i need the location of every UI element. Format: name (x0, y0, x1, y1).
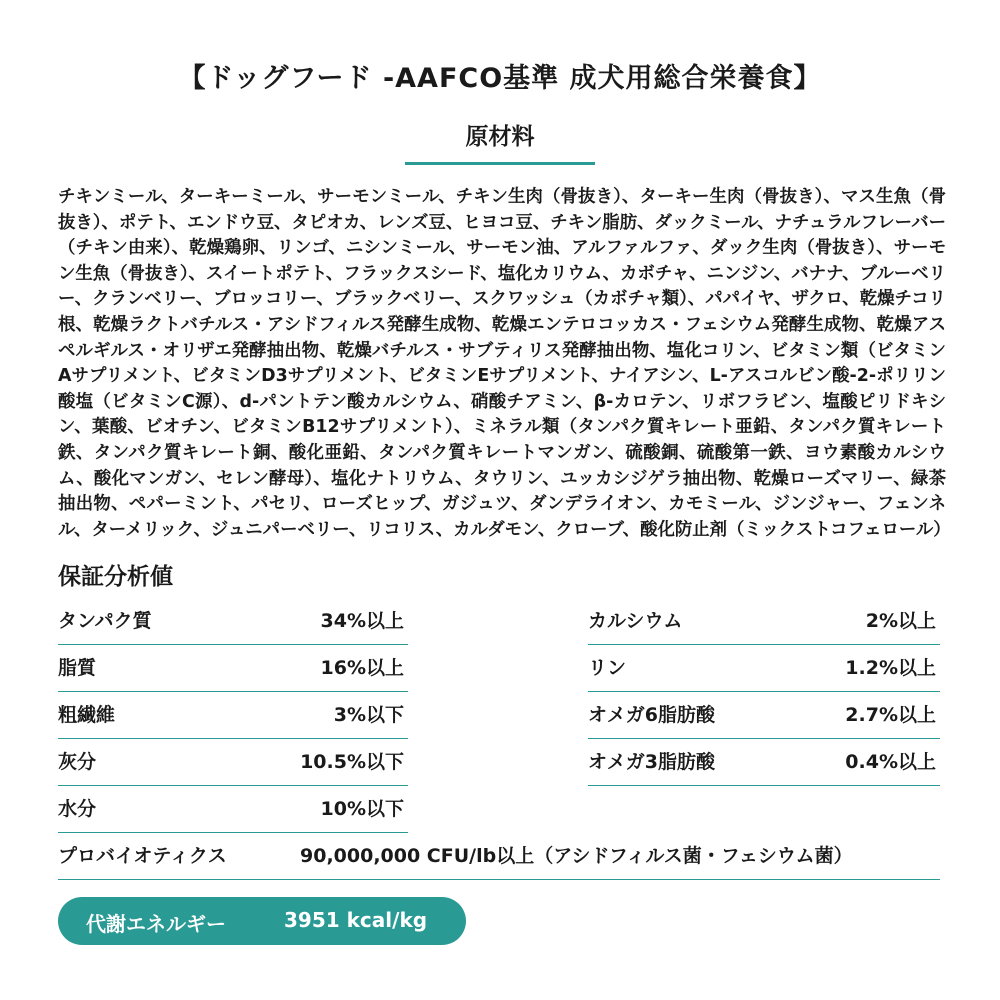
analysis-value: 10%以下 (320, 798, 404, 820)
analysis-row-protein (58, 598, 408, 645)
analysis-row-moisture (58, 786, 408, 833)
analysis-value: 0.4%以上 (845, 751, 936, 773)
ingredients-text: チキンミール、ターキーミール、サーモンミール、チキン生肉（骨抜き）、ターキー生肉（骨抜き）、マス生魚（骨抜き）、ポテト、エンドウ豆、タピオカ、レンズ豆、ヒヨコ豆、チキン脂肪、ダックミール、ナチュラルフレーバー（チキン由来）、乾燥鶏卵、リンゴ、ニシンミール、サーモン油、アルファルファ、ダック生肉（骨抜き）、サーモン生魚（骨抜き）、スイートポテト、フラックスシード、塩化カリウム、カボチャ、ニンジン、バナナ、ブルーベリー、クランベリー、ブロッコリー、ブラックベリー、スクワッシュ（カボチャ類）、パパイヤ、ザクロ、乾燥チコリ根、乾燥ラクトバチルス・アシドフィルス発酵生成物、乾燥エンテロコッカス・フェシウム発酵生成物、乾燥アスペルギルス・オリザエ発酵抽出物、乾燥バチルス・サブティリス発酵抽出物、塩化コリン、ビタミン類（ビタミンAサプリメント、ビタミンD3サプリメント、ビタミンEサプリメント、ナイアシン、L-アスコルビン酸-2-ポリリン酸塩（ビタミンC源）、d-パントテン酸カルシウム、硝酸チアミン、β-カロテン、リボフラビン、塩酸ピリドキシン、葉酸、ビオチン、ビタミンB12サプリメント）、ミネラル類（タンパク質キレート亜鉛、タンパク質キレート鉄、タンパク質キレート銅、酸化亜鉛、タンパク質キレートマンガン、硫酸銅、硫酸第一鉄、ヨウ素酸カルシウム、酸化マンガン、セレン酵母）、塩化ナトリウム、タウリン、ユッカシジゲラ抽出物、乾燥ローズマリー、緑茶抽出物、ペパーミント、パセリ、ローズヒップ、ガジュツ、ダンデライオン、カモミール、ジンジャー、フェンネル、ターメリック、ジュニパーベリー、リコリス、カルダモン、クローブ、酸化防止剤（ミックストコフェロール） (58, 187, 951, 540)
section-title-ingredients: 原材料 (465, 124, 535, 150)
analysis-value: 90,000,000 CFU/lb以上（アシドフィルス菌・フェシウム菌） (300, 845, 853, 867)
page-title: 【ドッグフード -AAFCO基準 成犬用総合栄養食】 (178, 63, 822, 94)
analysis-row-omega6 (588, 692, 940, 739)
analysis-label: オメガ6脂肪酸 (588, 704, 716, 726)
analysis-label: オメガ3脂肪酸 (588, 751, 716, 773)
title-underline (405, 162, 595, 165)
analysis-row-fat (58, 645, 408, 692)
analysis-value: 3%以下 (333, 704, 404, 726)
analysis-heading: 保証分析値 (58, 564, 173, 590)
analysis-row-calcium (588, 598, 940, 645)
analysis-label: 粗繊維 (58, 704, 116, 726)
analysis-label: タンパク質 (58, 610, 152, 632)
energy-label: 代謝エネルギー (86, 912, 226, 936)
analysis-row-probiotics (58, 833, 940, 880)
analysis-label: 水分 (58, 798, 97, 820)
energy-value: 3951 kcal/kg (284, 908, 428, 932)
energy-badge (58, 897, 466, 945)
analysis-value: 16%以上 (320, 657, 404, 679)
analysis-row-ash (58, 739, 408, 786)
analysis-value: 2.7%以上 (845, 704, 936, 726)
analysis-label: カルシウム (588, 610, 683, 632)
analysis-value: 2%以上 (865, 610, 936, 632)
analysis-label: リン (588, 657, 627, 679)
analysis-label: プロバイオティクス (58, 845, 227, 867)
analysis-value: 34%以上 (320, 610, 404, 632)
analysis-value: 1.2%以上 (845, 657, 936, 679)
analysis-label: 脂質 (58, 657, 97, 679)
analysis-value: 10.5%以下 (300, 751, 404, 773)
analysis-label: 灰分 (58, 751, 97, 773)
analysis-row-phosphorus (588, 645, 940, 692)
analysis-row-omega3 (588, 739, 940, 786)
analysis-row-fiber (58, 692, 408, 739)
